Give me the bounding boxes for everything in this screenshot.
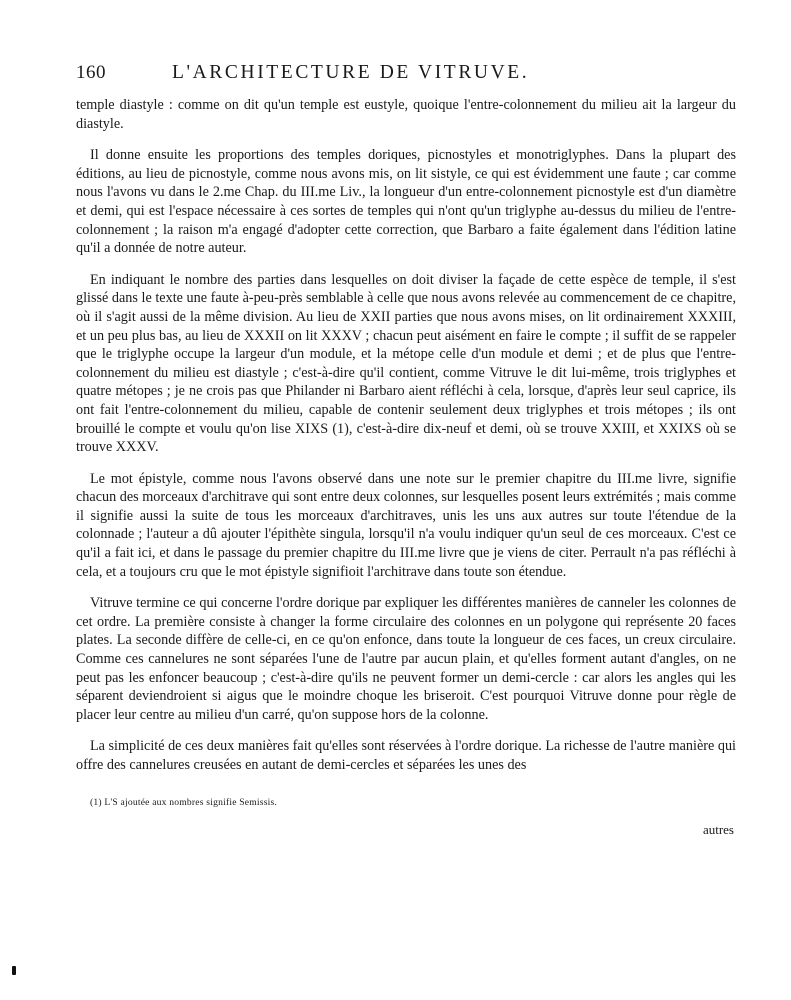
page-header [76,62,736,96]
paragraph-4: Le mot épistyle, comme nous l'avons observé dans une note sur le premier chapitre du III.me livre, signifie chacun des morceaux d'architrave qui sont entre deux colonnes, sur lesquelles posent leurs extrémités ; mais comme il signifie aussi la suite de tous les morceaux d'architraves, unis les uns aux autres sur toute l'étendue de la colonnade ; l'auteur a dû ajouter l'épithète singula, lorsqu'il n'a voulu indiquer qu'un seul de ces morceaux. C'est ce qu'il a fait ici, et dans le passage du premier chapitre du III.me livre que je viens de citer. Perrault n'a pas réfléchi à cela, et a toujours cru que le mot épistyle signifioit l'architrave dans toute son étendue. [76,470,736,580]
page-number: 160 [76,62,106,83]
paragraph-3: En indiquant le nombre des parties dans lesquelles on doit diviser la façade de cette espèce de temple, il s'est glissé dans le texte une faute à-peu-près semblable à celle que nous avons relevée au commencement de ce chapitre, où il s'agit aussi de la même division. Au lieu de XXII parties que nous avons mises, on lit ordinairement XXXIII, et un peu plus bas, au lieu de XXXII on lit XXXV ; chacun peut aisément en faire le compte ; il suffit de se rappeler que le triglyphe occupe la largeur d'un module, et la métope celle d'un module et demi ; et de plus que l'entre-colonnement du milieu est diastyle ; c'est-à-dire qu'il contient, comme Vitruve le dit lui-même, trois triglyphes et quatre métopes ; je ne crois pas que Philander ni Barbaro aient réfléchi à cela, lorsque, d'après leur seul caprice, ils ont fait l'entre-colonnement du milieu, capable de contenir seulement deux triglyphes et trois métopes ; ils ont brouillé le compte et voulu qu'on lise XIXS (1), c'est-à-dire dix-neuf et demi, où se trouve XXIII, et XXIXS où se trouve XXXV. [76,271,736,456]
paragraph-2: Il donne ensuite les proportions des temples doriques, picnostyles et monotriglyphes. Dans la plupart des éditions, au lieu de picnostyle, comme nous avons mis, on lit sistyle, ce qui est évidemment une faute ; car comme nous l'avons vu dans le 2.me Chap. du III.me Liv., la longueur d'un entre-colonnement picnostyle est d'un diamètre et demi, qui est l'espace nécessaire à ces sortes de temples qui n'ont qu'un triglyphe au-dessus du milieu de l'entre-colonnement ; la raison m'a engagé d'adopter cette correction, que Barbaro a faite également dans l'édition latine qu'il a donnée de notre auteur. [76,147,736,257]
margin-mark [12,966,16,975]
paragraph-1: temple diastyle : comme on dit qu'un temple est eustyle, quoique l'entre-colonnement du milieu ait la largeur du diastyle. [76,97,736,132]
catchword: autres [702,821,734,837]
book-page [76,62,736,838]
paragraph-5: Vitruve termine ce qui concerne l'ordre dorique par expliquer les différentes manières de canneler les colonnes de cet ordre. La première consiste à changer la forme circulaire des colonnes en un polygone qui représente 20 faces plates. La seconde diffère de celle-ci, en ce qu'on enfonce, dans toute la longueur de ces faces, un creux circulaire. Comme ces cannelures ne sont séparées l'une de l'autre par aucun plain, et qu'elles forment autant d'angles, on ne peut pas les enfoncer beaucoup ; c'est-à-dire qu'ils ne peuvent former un demi-cercle : car alors les angles qui les séparent deviendroient si aigus que le moindre choque les briseroit. C'est pourquoi Vitruve donne pour règle de placer leur centre au milieu d'un carré, qu'on suppose hors de la colonne. [76,595,736,723]
running-title: L'ARCHITECTURE DE VITRUVE. [172,62,530,83]
body-text [76,96,736,775]
paragraph-6: La simplicité de ces deux manières fait qu'elles sont réservées à l'ordre dorique. La richesse de l'autre manière qui offre des cannelures creusées en autant de demi-cercles et séparées les unes des [76,738,736,773]
footnote: (1) L'S ajoutée aux nombres signifie Semissis. [90,796,278,808]
